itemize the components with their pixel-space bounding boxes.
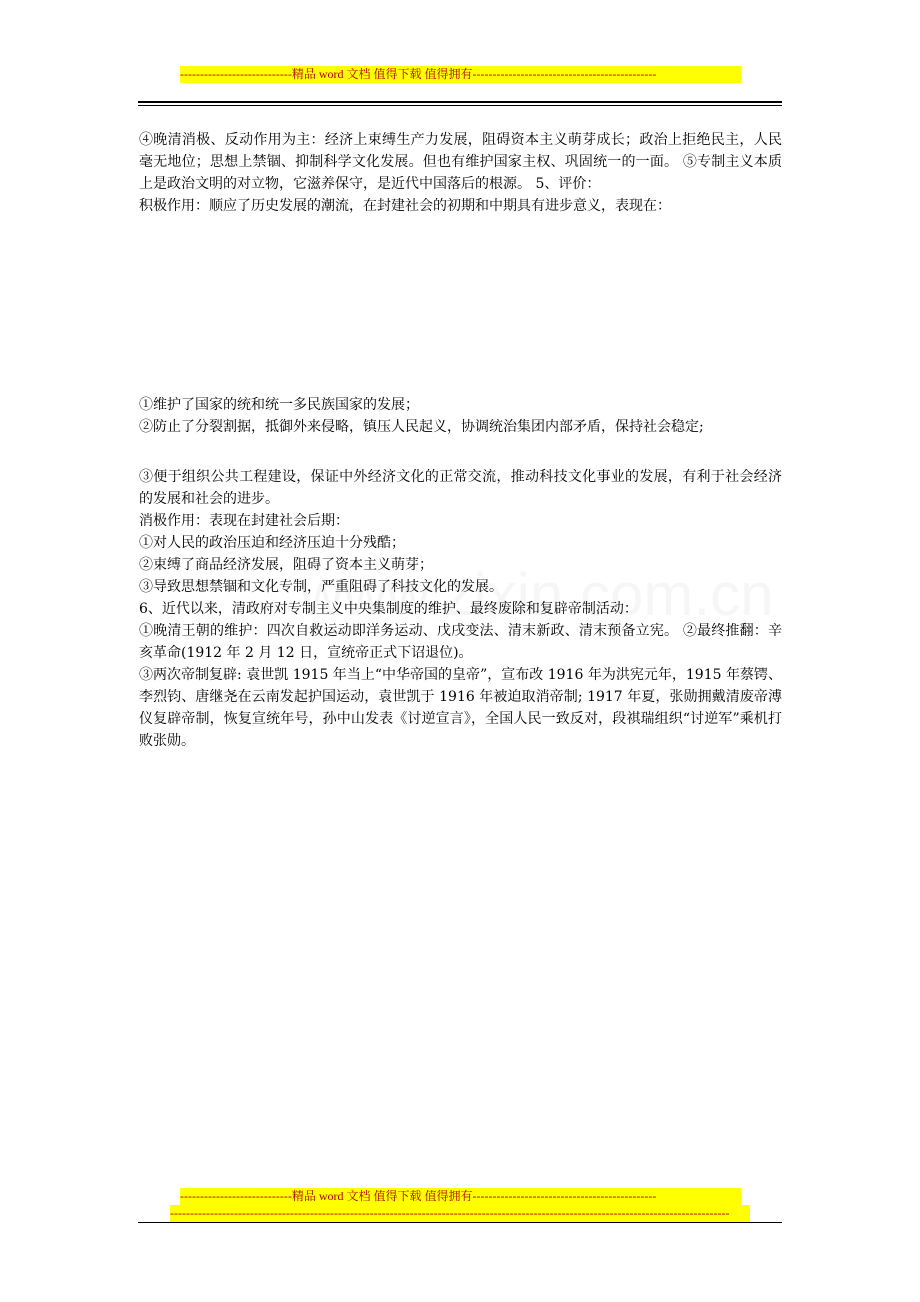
paragraph-negative-1: ①对人民的政治压迫和经济压迫十分残酷； bbox=[139, 535, 405, 551]
header-rule-thick bbox=[138, 101, 782, 103]
paragraph-positive-3: ③便于组织公共工程建设，保证中外经济文化的正常交流，推动科技文化事业的发展，有利于社会经济的发展和社会的进步。 bbox=[139, 469, 782, 507]
paragraph-negative-2: ②束缚了商品经济发展，阻碍了资本主义萌芽； bbox=[139, 557, 433, 573]
footer-banner: ----------------------------精品 word 文档 值得下载 值得拥有---------------------------------------------- bbox=[180, 1188, 741, 1205]
paragraph-positive-2: ②防止了分裂割据，抵御外来侵略，镇压人民起义，协调统治集团内部矛盾，保持社会稳定; bbox=[139, 419, 704, 435]
content-block-3 bbox=[139, 466, 782, 752]
header-banner: ----------------------------精品 word 文档 值得下载 值得拥有---------------------------------------------- bbox=[180, 66, 741, 83]
paragraph-late-qing: ④晚清消极、反动作用为主：经济上束缚生产力发展，阻碍资本主义萌芽成长；政治上拒绝民主，人民毫无地位；思想上禁锢、抑制科学文化发展。但也有维护国家主权、巩固统一的一面。 ⑤专制主义本质上是政治文明的对立物，它滋养保守，是近代中国落后的根源。 5、评价： bbox=[139, 132, 782, 192]
footer-rule bbox=[138, 1222, 782, 1223]
header-rule-thin bbox=[138, 105, 782, 106]
paragraph-negative-intro: 消极作用：表现在封建社会后期： bbox=[139, 513, 349, 529]
paragraph-section-6: 6、近代以来，清政府对专制主义中央集制度的维护、最终废除和复辟帝制活动： bbox=[139, 601, 638, 617]
paragraph-positive-intro: 积极作用：顺应了历史发展的潮流，在封建社会的初期和中期具有进步意义，表现在： bbox=[139, 198, 671, 214]
paragraph-maintenance: ①晚清王朝的维护：四次自救运动即洋务运动、戊戌变法、清末新政、清末预备立宪。 ②最终推翻：辛亥革命(1912 年 2 月 12 日，宣统帝正式下诏退位)。 bbox=[139, 623, 782, 661]
footer-dash-line: -------------------------------------------------------------------------------------------------------------------------------------------- bbox=[170, 1205, 750, 1222]
paragraph-negative-3: ③导致思想禁锢和文化专制，严重阻碍了科技文化的发展。 bbox=[139, 579, 503, 595]
content-block-1 bbox=[139, 129, 782, 217]
paragraph-positive-1: ①维护了国家的统和统一多民族国家的发展； bbox=[139, 397, 419, 413]
content-block-2 bbox=[139, 394, 782, 438]
paragraph-restoration: ③两次帝制复辟: 袁世凯 1915 年当上“中华帝国的皇帝”，宣布改 1916 年为洪宪元年，1915 年蔡锷、李烈钧、唐继尧在云南发起护国运动，袁世凯于 1916 年被迫取消帝制; 1917 年夏，张勋拥戴清废帝溥仪复辟帝制，恢复宣统年号，孙中山发表《讨逆宣言》，全国人民一致反对，段祺瑞组织“讨逆军”乘机打败张勋。 bbox=[139, 667, 782, 749]
